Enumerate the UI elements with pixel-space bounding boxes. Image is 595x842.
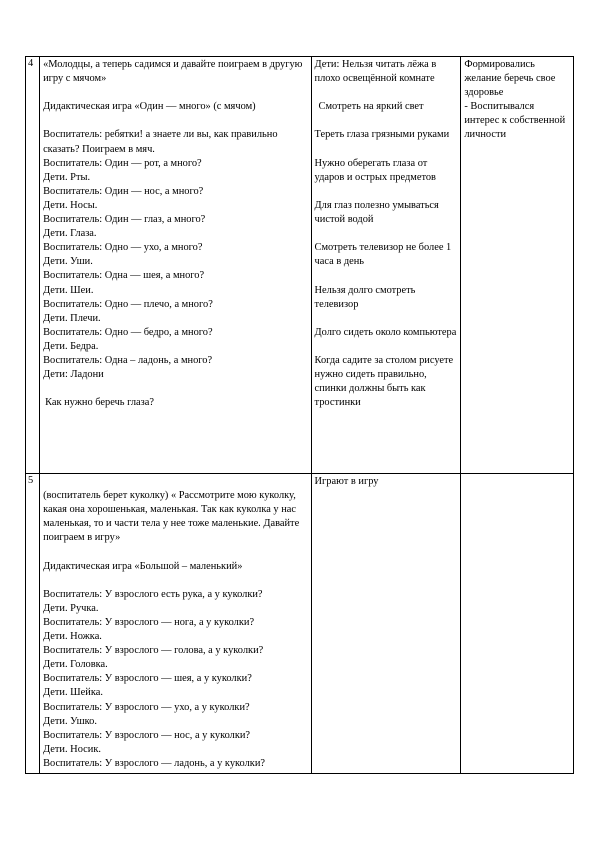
dialog-line: Дети. Носик. xyxy=(43,743,101,755)
table-row xyxy=(26,474,574,774)
children-answer: Тереть глаза грязными руками xyxy=(314,129,450,141)
children-answer: Для глаз полезно умываться чистой водой xyxy=(314,199,439,226)
dialog-line: Дети. Шеи. xyxy=(43,284,94,296)
dialog-line: Дети. Бедра. xyxy=(43,340,99,352)
dialog-line: Воспитатель: У взрослого — ухо, а у куколки? xyxy=(43,701,250,713)
dialog-line: Воспитатель: Одно — плечо, а много? xyxy=(43,298,213,310)
dialog-line: Воспитатель: Один — рот, а много? xyxy=(43,157,202,169)
outcome-cell xyxy=(461,57,574,474)
outcome-text: - Воспитывался интерес к собственной личности xyxy=(464,101,566,141)
teacher-intro: «Молодцы, а теперь садимся и давайте поиграем в другую игру с мячом» xyxy=(43,59,303,85)
teacher-activity-cell xyxy=(40,57,311,474)
children-answer: Нельзя долго смотреть телевизор xyxy=(314,284,416,310)
dialog-list xyxy=(43,157,308,383)
dialog-line: Дети. Ручка. xyxy=(43,602,99,614)
dialog-line: Дети: Ладони xyxy=(43,369,104,381)
dialog-line: Дети. Плечи. xyxy=(43,312,101,324)
children-activity-cell xyxy=(311,57,461,474)
dialog-line: Воспитатель: У взрослого — нога, а у куколки? xyxy=(43,616,255,628)
teacher-lead: Воспитатель: ребятки! а знаете ли вы, как правильно сказать? Поиграем в мяч. xyxy=(43,129,278,155)
children-activity-cell xyxy=(311,474,461,774)
children-answer: Долго сидеть около компьютера xyxy=(314,326,457,338)
row-number: 4 xyxy=(26,57,40,474)
dialog-line: Дети. Ножка. xyxy=(43,631,102,643)
dialog-line: Воспитатель: У взрослого — ладонь, а у куколки? xyxy=(43,757,265,769)
teacher-question: Как нужно беречь глаза? xyxy=(45,397,154,409)
children-answer: Играют в игру xyxy=(314,476,379,487)
dialog-line: Воспитатель: Одна – ладонь, а много? xyxy=(43,354,213,366)
dialog-line: Дети. Ушко. xyxy=(43,715,97,727)
children-answer: Смотреть телевизор не более 1 часа в день xyxy=(314,242,452,268)
children-answer: Когда садите за столом рисуете нужно сидеть правильно, спинки должны быть как тростинки xyxy=(314,354,454,409)
dialog-line: Воспитатель: У взрослого — голова, а у куколки? xyxy=(43,645,264,657)
dialog-line: Дети. Носы. xyxy=(43,199,98,211)
dialog-line: Воспитатель: У взрослого — нос, а у куколки? xyxy=(43,729,251,741)
dialog-line: Воспитатель: У взрослого есть рука, а у куколки? xyxy=(43,588,263,600)
children-answer: Нужно оберегать глаза от ударов и острых предметов xyxy=(314,157,436,183)
dialog-line: Дети. Рты. xyxy=(43,171,91,183)
game-title: Дидактическая игра «Большой – маленький» xyxy=(43,560,243,572)
dialog-line: Воспитатель: У взрослого — шея, а у куколки? xyxy=(43,673,252,685)
dialog-line: Воспитатель: Один — глаз, а много? xyxy=(43,214,206,226)
table-row xyxy=(26,57,574,474)
children-answer: Смотреть на яркий свет xyxy=(318,101,424,113)
dialog-line: Дети. Глаза. xyxy=(43,228,97,240)
game-title: Дидактическая игра «Один — много» (с мячом) xyxy=(43,101,256,113)
dialog-line: Воспитатель: Один — нос, а много? xyxy=(43,185,204,197)
dialog-line: Дети. Головка. xyxy=(43,659,108,671)
children-answer: Дети: Нельзя читать лёжа в плохо освещённой комнате xyxy=(314,59,437,85)
dialog-line: Воспитатель: Одно — ухо, а много? xyxy=(43,242,203,254)
dialog-line: Воспитатель: Одно — бедро, а много? xyxy=(43,326,213,338)
dialog-line: Дети. Шейка. xyxy=(43,687,103,699)
lesson-table xyxy=(25,56,574,774)
dialog-line: Воспитатель: Одна — шея, а много? xyxy=(43,270,205,282)
dialog-list xyxy=(43,588,308,771)
outcome-cell xyxy=(461,474,574,774)
outcome-text: Формировались желание беречь свое здоровье xyxy=(464,59,556,99)
teacher-activity-cell xyxy=(40,474,311,774)
row-number: 5 xyxy=(26,474,40,774)
dialog-line: Дети. Уши. xyxy=(43,256,93,268)
teacher-intro: (воспитатель берет куколку) « Рассмотрите мою куколку, какая она хорошенькая, маленькая. Так как куколка у нас маленькая, то и части тела у нее тоже маленькие. Давайте поиграем в игру» xyxy=(43,490,300,544)
